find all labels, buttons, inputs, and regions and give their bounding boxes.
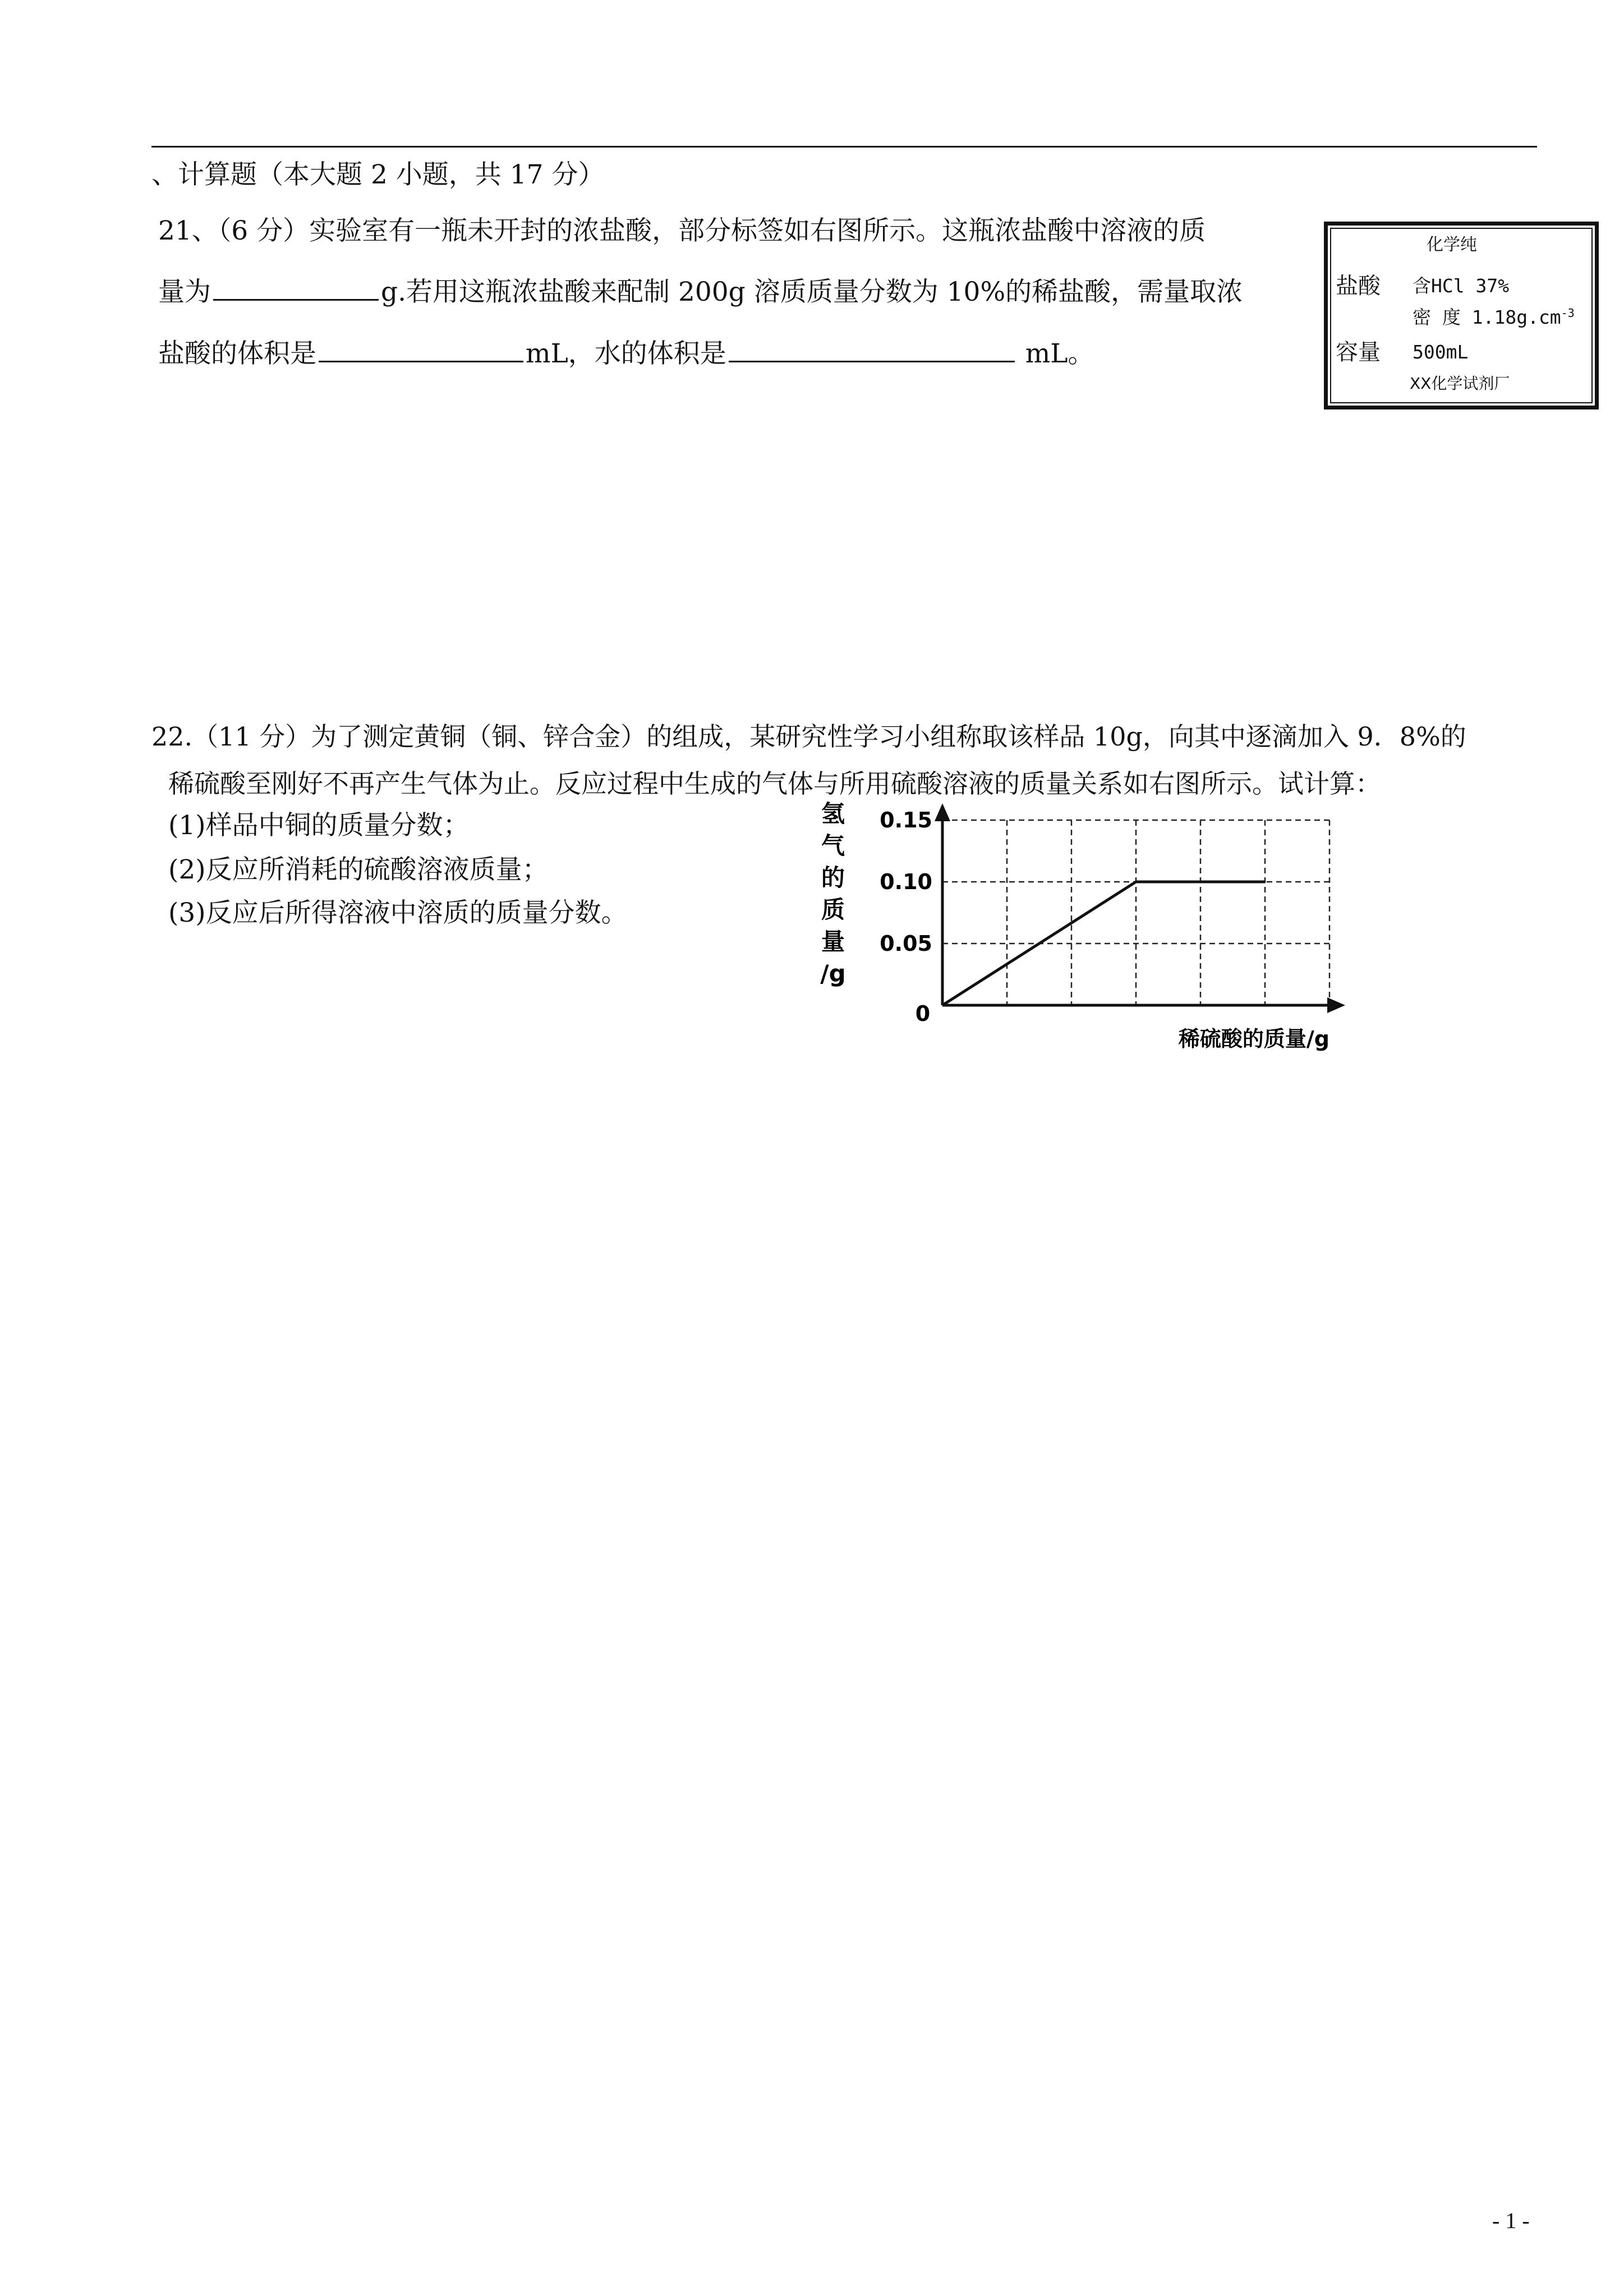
q22-item-1: (1)样品中铜的质量分数； <box>168 810 470 841</box>
y-label-char: 质 <box>821 896 845 923</box>
x-axis-arrow <box>1327 997 1345 1013</box>
y-label-char: 的 <box>821 864 845 891</box>
y-tick-label: 0.15 <box>880 808 932 832</box>
reagent-manufacturer: XX化学试剂厂 <box>1410 374 1510 393</box>
reagent-volume: 500mL <box>1413 341 1469 363</box>
reagent-content: 含HCl 37% <box>1413 275 1510 297</box>
answer-blank-water-volume[interactable] <box>729 338 1015 362</box>
reagent-name-key: 盐酸 <box>1336 273 1381 299</box>
y-axis-label <box>820 800 845 987</box>
hydrogen-mass-chart <box>819 797 1352 1055</box>
x-axis-label: 稀硫酸的质量/g <box>1178 1027 1329 1051</box>
y-label-char: /g <box>820 960 846 987</box>
q21-line2 <box>158 277 1243 305</box>
reagent-volume-key: 容量 <box>1336 339 1381 365</box>
q21-line3 <box>158 338 1094 367</box>
reagent-grade: 化学纯 <box>1427 235 1477 255</box>
q21-line3-prefix: 盐酸的体积是 <box>158 338 316 369</box>
q22-item-2: (2)反应所消耗的硫酸溶液质量； <box>168 854 549 885</box>
q22-item-3: (3)反应后所得溶液中溶质的质量分数。 <box>168 898 628 928</box>
y-tick-labels <box>880 808 932 956</box>
q21-line1: 21、（6 分）实验室有一瓶未开封的浓盐酸，部分标签如右图所示。这瓶浓盐酸中溶液的质 <box>158 215 1206 246</box>
y-tick-label: 0.10 <box>880 869 932 894</box>
chart-axes <box>935 803 1345 1013</box>
q22-line1: 22.（11 分）为了测定黄铜（铜、锌合金）的组成，某研究性学习小组称取该样品 10g，向其中逐滴加入 9．8%的 <box>151 721 1466 752</box>
q21-line2-prefix: 量为 <box>158 277 211 307</box>
header-rule <box>151 146 1537 148</box>
y-label-char: 氢 <box>821 800 845 827</box>
reagent-density: 密 度 $1.18g.cm^{-3}$ <box>1413 306 1575 328</box>
reagent-label <box>1324 222 1599 409</box>
q21-line3-middle: mL，水的体积是 <box>526 338 726 369</box>
y-label-char: 量 <box>821 928 845 955</box>
answer-blank-solution-mass[interactable] <box>213 277 379 301</box>
y-tick-label: 0.05 <box>880 931 932 956</box>
q22-line2: 稀硫酸至刚好不再产生气体为止。反应过程中生成的气体与所用硫酸溶液的质量关系如右图所示。试计算： <box>168 769 1381 799</box>
y-label-char: 气 <box>821 832 845 859</box>
y-axis-arrow <box>935 803 950 821</box>
section-title: 、计算题（本大题 2 小题，共 17 分） <box>151 159 605 190</box>
q21-line2-suffix: g.若用这瓶浓盐酸来配制 200g 溶质质量分数为 10%的稀盐酸，需量取浓 <box>381 277 1243 307</box>
origin-label: 0 <box>915 1001 931 1026</box>
page-number: - 1 - <box>1492 2208 1530 2233</box>
answer-blank-acid-volume[interactable] <box>319 338 523 362</box>
chart-grid <box>942 820 1329 1005</box>
q21-line3-suffix: mL。 <box>1016 338 1094 369</box>
